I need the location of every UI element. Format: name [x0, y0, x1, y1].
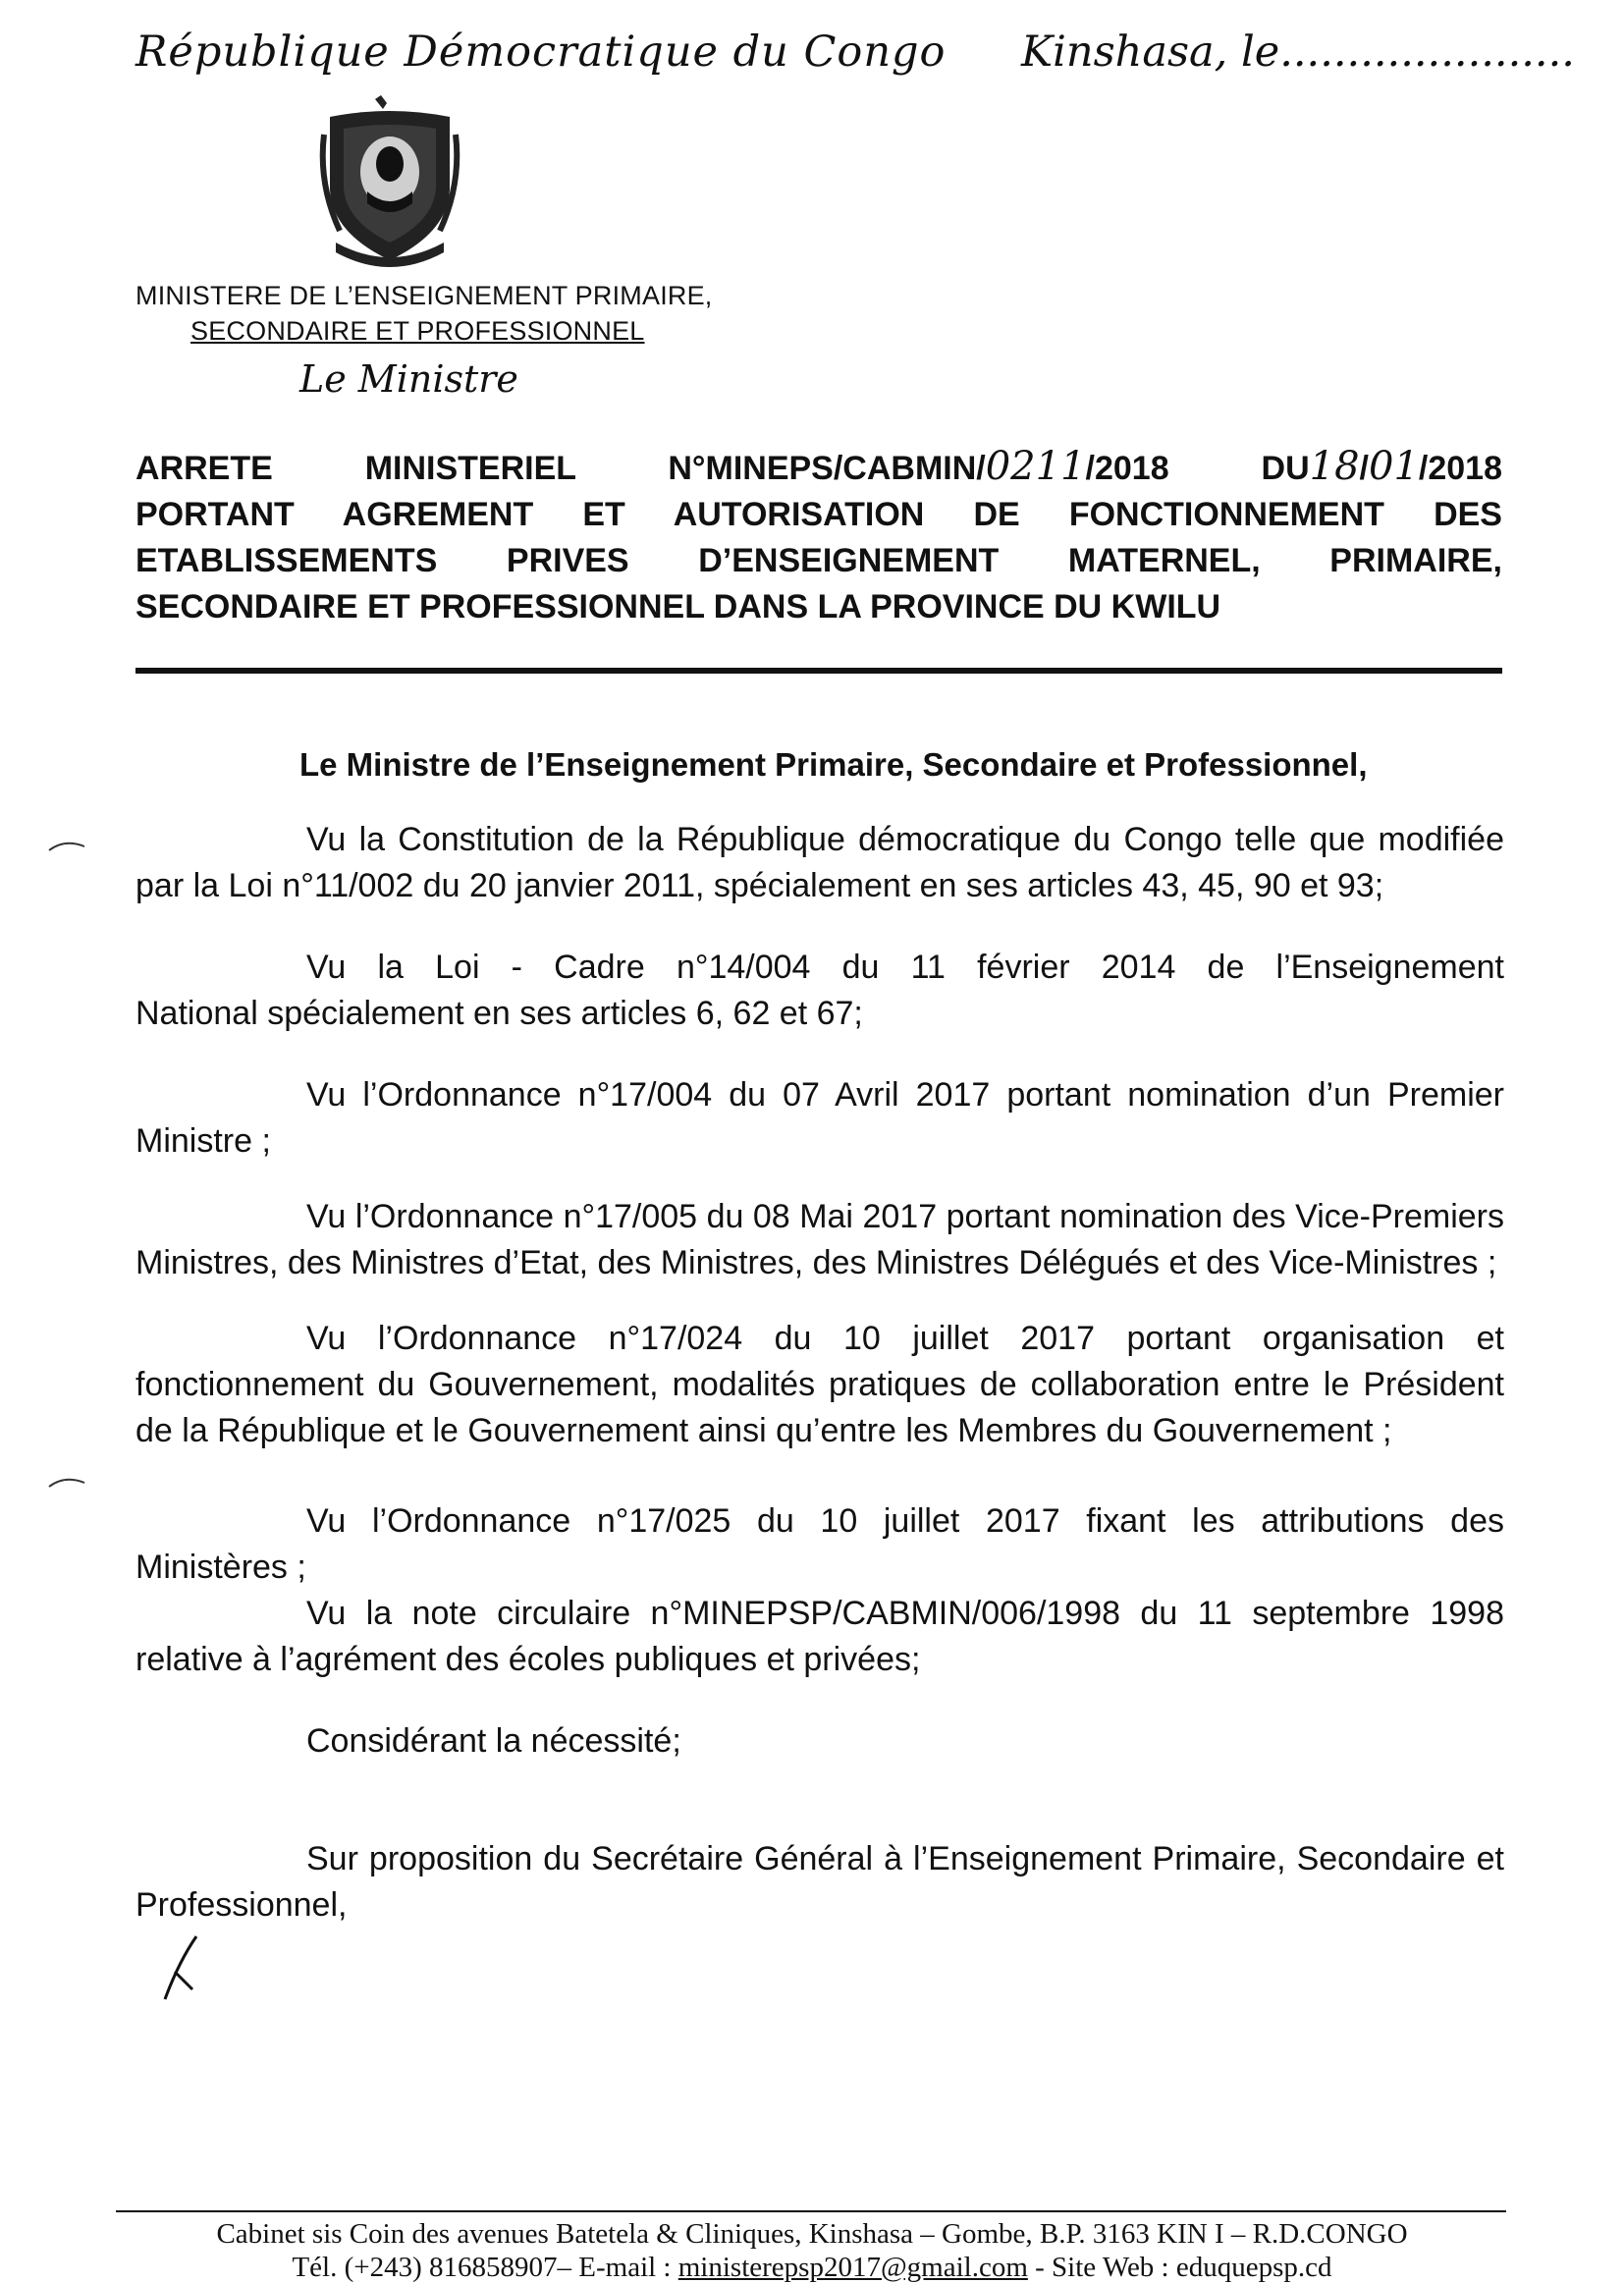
- addressee: Le Ministre de l’Enseignement Primaire, Secondaire et Professionnel,: [299, 746, 1368, 783]
- ministry-name-line1: MINISTERE DE L’ENSEIGNEMENT PRIMAIRE,: [135, 281, 713, 310]
- title-divider: [135, 668, 1502, 674]
- paragraph-considering: Considérant la nécessité;: [306, 1722, 681, 1760]
- handwritten-day: 18: [1309, 444, 1360, 489]
- margin-hole-mark: [47, 1473, 86, 1493]
- handwritten-decree-number: 0211: [985, 444, 1086, 489]
- decree-title-line1: ARRETE MINISTERIEL N°MINEPS/CABMIN/0211/2018 DU18/01/2018: [135, 444, 1502, 489]
- paragraph-ordinance-17-004: Vu l’Ordonnance n°17/004 du 07 Avril 2017 portant nomination d’un Premier Ministre ;: [135, 1076, 1504, 1160]
- paragraph-framework-law: Vu la Loi - Cadre n°14/004 du 11 février 2014 de l’Enseignement National spécialement en ses articles 6, 62 et 67;: [135, 949, 1504, 1032]
- footer-contact: Tél. (+243) 816858907– E-mail : ministerepsp2017@gmail.com - Site Web : eduquepsp.cd: [292, 2252, 1332, 2283]
- footer-address: Cabinet sis Coin des avenues Batetela & Cliniques, Kinshasa – Gombe, B.P. 3163 KIN I – R.D.CONGO: [216, 2218, 1408, 2250]
- header-place-date: Kinshasa, le......................: [1021, 27, 1575, 77]
- handwritten-month: 01: [1369, 444, 1419, 489]
- decree-title-line4: SECONDAIRE ET PROFESSIONNEL DANS LA PROVINCE DU KWILU: [135, 588, 1221, 625]
- header-country: République Démocratique du Congo: [135, 27, 947, 77]
- decree-title-line2: PORTANT AGREMENT ET AUTORISATION DE FONCTIONNEMENT DES: [135, 496, 1502, 533]
- decree-title-line3: ETABLISSEMENTS PRIVES D’ENSEIGNEMENT MATERNEL, PRIMAIRE,: [135, 542, 1502, 579]
- coat-of-arms-icon: [316, 95, 463, 272]
- paragraph-circular-note: Vu la note circulaire n°MINEPSP/CABMIN/006/1998 du 11 septembre 1998 relative à l’agrément des écoles publiques et privées;: [135, 1595, 1504, 1678]
- paragraph-ordinance-17-025: Vu l’Ordonnance n°17/025 du 10 juillet 2017 fixant les attributions des Ministères ;: [135, 1502, 1504, 1586]
- decree-title: [135, 444, 1502, 630]
- paragraph-constitution: Vu la Constitution de la République démocratique du Congo telle que modifiée par la Loi n°11/002 du 20 janvier 2011, spécialement en ses articles 43, 45, 90 et 93;: [135, 821, 1504, 904]
- margin-hole-mark: [47, 837, 86, 856]
- paragraph-ordinance-17-005: Vu l’Ordonnance n°17/005 du 08 Mai 2017 portant nomination des Vice-Premiers Ministres, des Ministres d’Etat, des Ministres, des Ministres Délégués et des Vice-Ministres ;: [135, 1198, 1504, 1281]
- signatory-title: Le Ministre: [299, 357, 518, 401]
- paragraph-ordinance-17-024: Vu l’Ordonnance n°17/024 du 10 juillet 2017 portant organisation et fonctionnement du Gouvernement, modalités pratiques de collaboration entre le Président de la République et le Gouvernement ainsi qu’entre les Membres du Gouvernement ;: [135, 1320, 1504, 1449]
- handwritten-initial-mark: [157, 1932, 206, 2003]
- footer-divider: [116, 2210, 1506, 2212]
- footer-email-link[interactable]: ministerepsp2017@gmail.com: [677, 2252, 1028, 2283]
- ministry-name-line2: SECONDAIRE ET PROFESSIONNEL: [190, 316, 645, 346]
- paragraph-proposal: Sur proposition du Secrétaire Général à l’Enseignement Primaire, Secondaire et Professionnel,: [135, 1840, 1504, 1924]
